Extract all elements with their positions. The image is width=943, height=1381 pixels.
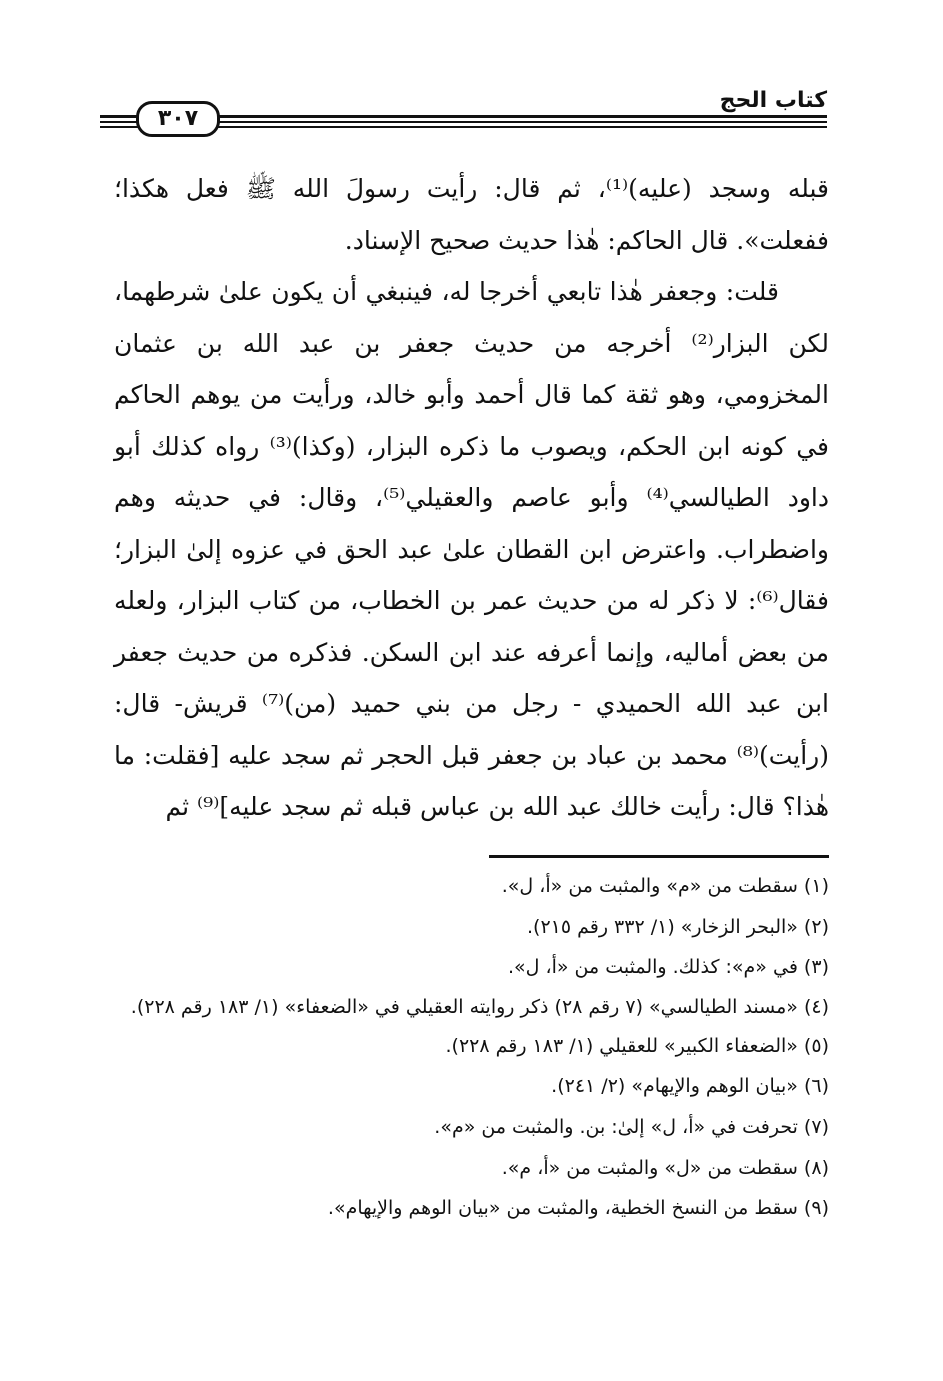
footnote: (٨) سقطت من «ل» والمثبت من «أ، م». (501, 1156, 829, 1179)
chapter-title: كتاب الحج (719, 88, 827, 113)
footnote: (٧) تحرفت في «أ، ل» إلىٰ: بن. والمثبت من «م». (434, 1115, 829, 1138)
page-number: ٣٠٧ (136, 101, 220, 137)
main-text (114, 163, 829, 833)
footnote-separator (489, 855, 829, 858)
paragraph: قلت: وجعفر هٰذا تابعي أخرجا له، فينبغي أن يكون علىٰ شرطهما، لكن البزار⁽²⁾ أخرجه من حديث جعفر بن عبد الله بن عثمان المخزومي، وهو ثقة كما قال أحمد وأبو خالد، ورأيت من يوهم الحاكم في كونه ابن الحكم، ويصوب ما ذكره البزار، (وكذا)⁽³⁾ رواه كذلك أبو داود الطيالسي⁽⁴⁾ وأبو عاصم والعقيلي⁽⁵⁾، وقال: في حديثه وهم واضطراب. واعترض ابن القطان علىٰ عبد الحق في عزوه إلىٰ البزار؛ فقال⁽⁶⁾: لا ذكر له من حديث عمر بن الخطاب، من كتاب البزار، ولعله من بعض أماليه، وإنما أعرفه عند ابن السكن. فذكره من حديث جعفر ابن عبد الله الحميدي - رجل من بني حميد (من)⁽⁷⁾ قريش- قال: (رأيت)⁽⁸⁾ محمد بن عباد بن جعفر قبل الحجر ثم سجد عليه [فقلت: ما هٰذا؟ قال: رأيت خالك عبد الله بن عباس قبله ثم سجد عليه]⁽⁹⁾ ثم (114, 277, 830, 821)
footnote: (٦) «بيان الوهم والإيهام» (٢/ ٢٤١). (551, 1075, 829, 1098)
footnote: (٣) في «م»: كذلك. والمثبت من «أ، ل». (507, 956, 829, 979)
footnote: (٥) «الضعفاء الكبير» للعقيلي (١/ ١٨٣ رقم ٢٢٨). (445, 1034, 829, 1057)
footnote: (١) سقطت من «م» والمثبت من «أ، ل». (501, 875, 829, 897)
paragraph: قبله وسجد (عليه)⁽¹⁾، ثم قال: رأيت رسولَ الله ﷺ فعل هكذا؛ ففعلت». قال الحاكم: هٰذا حديث صحيح الإسناد. (114, 174, 829, 255)
footnote: (٤) «مسند الطيالسي» (٧ رقم ٢٨) ذكر روايته العقيلي في «الضعفاء» (١/ ١٨٣ رقم ٢٢٨). (130, 995, 829, 1018)
footnotes (114, 866, 829, 1229)
footnote: (٢) «البحر الزخار» (١/ ٣٣٢ رقم ٢١٥). (526, 915, 829, 938)
page-header (100, 76, 827, 136)
footnote: (٩) سقط من النسخ الخطية، والمثبت من «بيان الوهم والإيهام». (327, 1197, 829, 1220)
